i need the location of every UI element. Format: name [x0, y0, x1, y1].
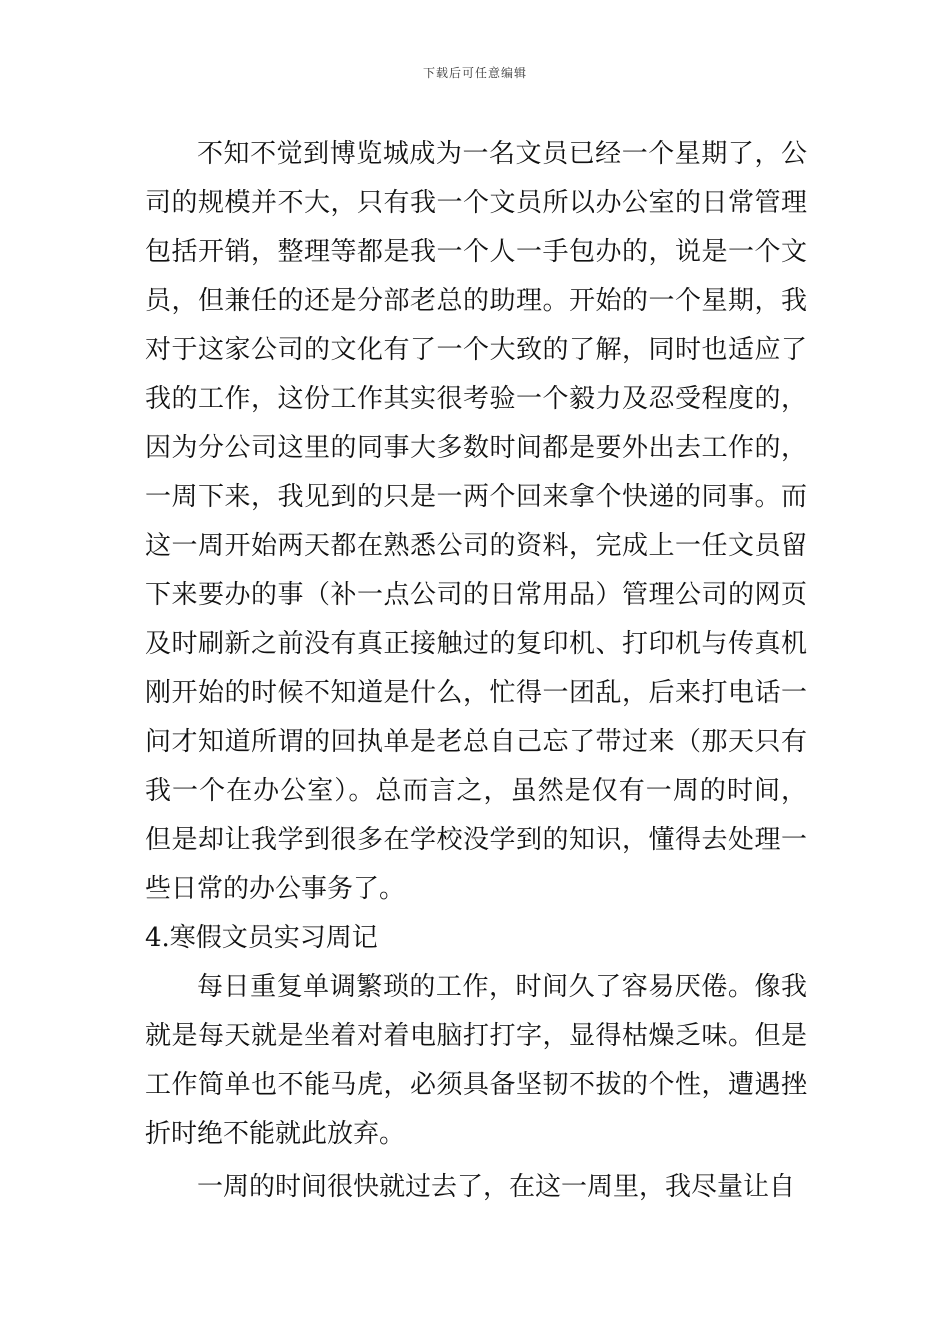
paragraph-intro: 不知不觉到博览城成为一名文员已经一个星期了，公司的规模并不大，只有我一个文员所以办公室的日常管理包括开销，整理等都是我一个人一手包办的，说是一个文员，但兼任的还是分部老总的助理。开始的一个星期，我对于这家公司的文化有了一个大致的了解，同时也适应了我的工作，这份工作其实很考验一个毅力及忍受程度的，因为分公司这里的同事大多数时间都是要外出去工作的，一周下来，我见到的只是一两个回来拿个快递的同事。而这一周开始两天都在熟悉公司的资料，完成上一任文员留下来要办的事（补一点公司的日常用品）管理公司的网页及时刷新之前没有真正接触过的复印机、打印机与传真机刚开始的时候不知道是什么，忙得一团乱，后来打电话一问才知道所谓的回执单是老总自己忘了带过来（那天只有我一个在办公室）。总而言之，虽然是仅有一周的时间，但是却让我学到很多在学校没学到的知识，懂得去处理一些日常的办公事务了。: [145, 139, 807, 904]
section-title: 4.寒假文员实习周记: [145, 923, 378, 953]
paragraph-routine-work: 每日重复单调繁琐的工作，时间久了容易厌倦。像我就是每天就是坐着对着电脑打打字，显得枯燥乏味。但是工作简单也不能马虎，必须具备坚韧不拔的个性，遭遇挫折时绝不能就此放弃。: [145, 972, 807, 1149]
page-header: 下载后可任意编辑: [422, 66, 527, 80]
paragraph-week-summary: 一周的时间很快就过去了，在这一周里，我尽量让自: [197, 1172, 796, 1202]
document-body: [145, 130, 807, 1212]
